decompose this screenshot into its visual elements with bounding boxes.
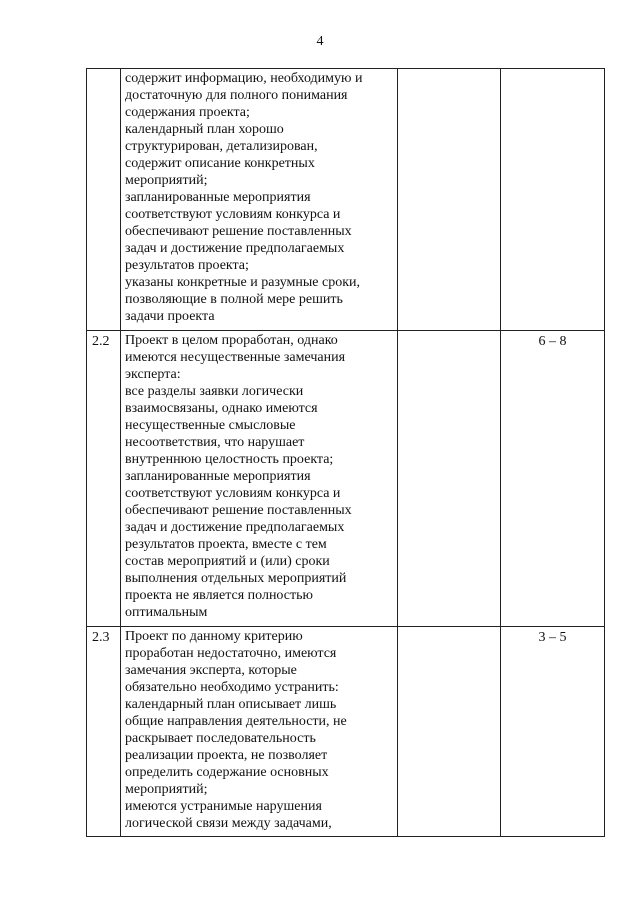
- description-line: задачи проекта: [125, 309, 215, 324]
- description-line: несоответствия, что нарушает: [125, 435, 305, 450]
- table-row: [87, 69, 605, 331]
- empty-cell: [398, 331, 501, 627]
- description-line: несущественные смысловые: [125, 418, 296, 433]
- score-range: 6 – 8: [501, 331, 605, 627]
- description-line: позволяющие в полной мере решить: [125, 292, 343, 307]
- description-line: результатов проекта;: [125, 258, 249, 273]
- description-line: выполнения отдельных мероприятий: [125, 571, 347, 586]
- description-line: указаны конкретные и разумные сроки,: [125, 275, 361, 290]
- page-number: 4: [316, 34, 324, 49]
- score-range: 3 – 5: [501, 627, 605, 837]
- criterion-number: 2.3: [87, 627, 121, 837]
- description-line: запланированные мероприятия: [125, 469, 311, 484]
- description-line: структурирован, детализирован,: [125, 139, 318, 154]
- description-line: обеспечивают решение поставленных: [125, 503, 352, 518]
- description-line: обязательно необходимо устранить:: [125, 680, 339, 695]
- description-line: внутреннюю целостность проекта;: [125, 452, 334, 467]
- description-line: содержит информацию, необходимую и: [125, 71, 363, 86]
- description-line: календарный план описывает лишь: [125, 697, 337, 712]
- description-line: запланированные мероприятия: [125, 190, 311, 205]
- empty-cell: [398, 69, 501, 331]
- description-line: проработан недостаточно, имеются: [125, 646, 337, 661]
- description-line: имеются несущественные замечания: [125, 350, 346, 365]
- description-line: содержания проекта;: [125, 105, 250, 120]
- description-line: проекта не является полностью: [125, 588, 313, 603]
- description-line: оптимальным: [125, 605, 208, 620]
- description-line: мероприятий;: [125, 782, 208, 797]
- description-line: результатов проекта, вместе с тем: [125, 537, 327, 552]
- criterion-description: [121, 331, 398, 627]
- description-line: реализации проекта, не позволяет: [125, 748, 328, 763]
- table-row: [87, 627, 605, 837]
- description-line: взаимосвязаны, однако имеются: [125, 401, 318, 416]
- description-line: соответствуют условиям конкурса и: [125, 486, 341, 501]
- description-line: содержит описание конкретных: [125, 156, 315, 171]
- description-line: календарный план хорошо: [125, 122, 284, 137]
- description-line: мероприятий;: [125, 173, 208, 188]
- description-line: все разделы заявки логически: [125, 384, 304, 399]
- description-line: определить содержание основных: [125, 765, 329, 780]
- description-line: замечания эксперта, которые: [125, 663, 297, 678]
- table-row: [87, 331, 605, 627]
- description-line: эксперта:: [125, 367, 181, 382]
- description-line: логической связи между задачами,: [125, 816, 332, 831]
- description-line: Проект в целом проработан, однако: [125, 333, 338, 348]
- description-line: задач и достижение предполагаемых: [125, 241, 345, 256]
- description-line: общие направления деятельности, не: [125, 714, 347, 729]
- description-line: состав мероприятий и (или) сроки: [125, 554, 330, 569]
- criterion-description: [121, 69, 398, 331]
- description-line: Проект по данному критерию: [125, 629, 303, 644]
- score-range: [501, 69, 605, 331]
- criteria-table: [86, 68, 605, 837]
- empty-cell: [398, 627, 501, 837]
- description-line: имеются устранимые нарушения: [125, 799, 322, 814]
- criterion-number: [87, 69, 121, 331]
- description-line: задач и достижение предполагаемых: [125, 520, 345, 535]
- description-line: соответствуют условиям конкурса и: [125, 207, 341, 222]
- criterion-number: 2.2: [87, 331, 121, 627]
- description-line: достаточную для полного понимания: [125, 88, 348, 103]
- criterion-description: [121, 627, 398, 837]
- description-line: раскрывает последовательность: [125, 731, 316, 746]
- description-line: обеспечивают решение поставленных: [125, 224, 352, 239]
